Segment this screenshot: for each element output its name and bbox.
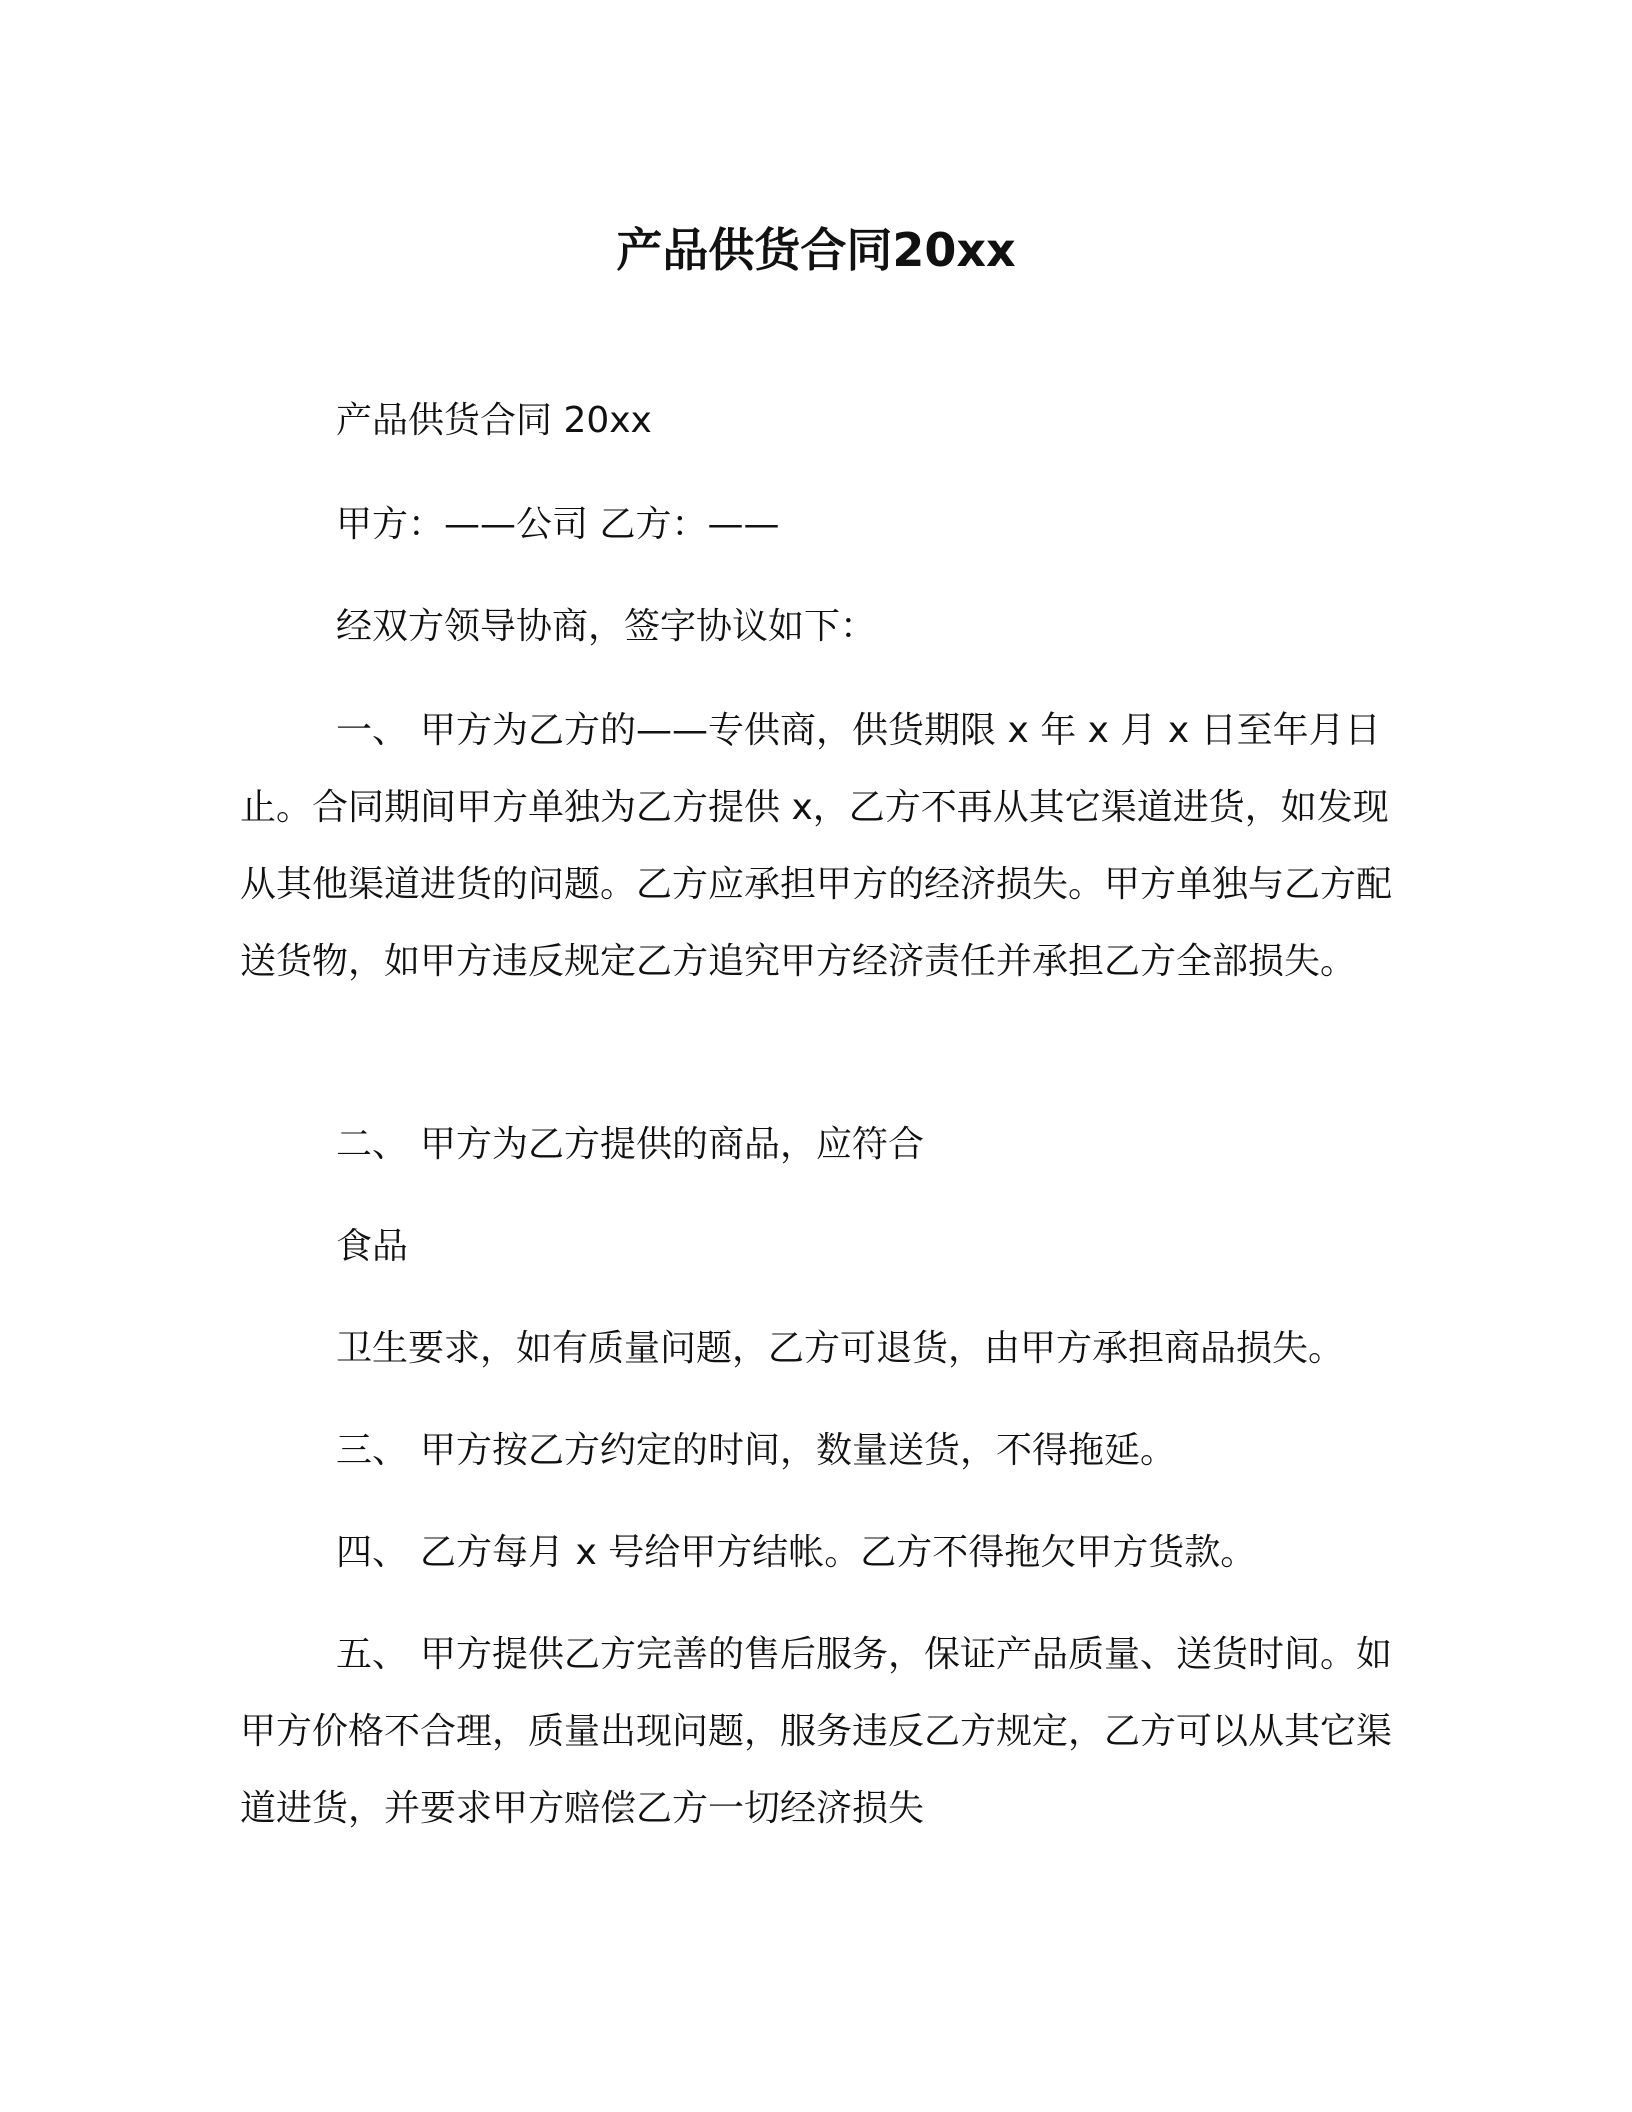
clause-2-food: 食品	[336, 1226, 409, 1267]
clause-number: 三、	[336, 1430, 409, 1471]
clause-number: 一、	[336, 710, 409, 751]
clause-text: 甲方提供乙方完善的售后服务，保证产品质量、送货时间。如甲方价格不合理，质量出现问题，服务违反乙方规定，乙方可以从其它渠道进货，并要求甲方赔偿乙方一切经济损失	[240, 1634, 1393, 1829]
parties-line: 甲方：——公司 乙方：——	[336, 504, 780, 545]
clause-3	[336, 1412, 1400, 1489]
clause-text: 甲方按乙方约定的时间，数量送货，不得拖延。	[420, 1430, 1177, 1471]
clause-number: 五、	[336, 1634, 409, 1675]
clause-5	[240, 1616, 1400, 1847]
document-subtitle: 产品供货合同 20xx	[336, 400, 652, 441]
document-title: 产品供货合同20xx	[616, 223, 1016, 277]
clause-1	[240, 692, 1400, 1000]
clause-number: 二、	[336, 1124, 409, 1165]
clause-4	[336, 1514, 1400, 1591]
clause-number: 四、	[336, 1532, 409, 1573]
clause-2-hygiene: 卫生要求，如有质量问题，乙方可退货，由甲方承担商品损失。	[336, 1328, 1345, 1369]
clause-text: 甲方为乙方的——专供商，供货期限 x 年 x 月 x 日至年月日止。合同期间甲方单独为乙方提供 x，乙方不再从其它渠道进货，如发现从其他渠道进货的问题。乙方应承担甲方的经济损失。甲方单独与乙方配送货物，如甲方违反规定乙方追究甲方经济责任并承担乙方全部损失。	[240, 710, 1393, 982]
intro-line: 经双方领导协商，签字协议如下：	[336, 606, 877, 647]
clause-text: 甲方为乙方提供的商品，应符合	[420, 1124, 925, 1165]
clause-2	[336, 1106, 1400, 1183]
clause-text: 乙方每月 x 号给甲方结帐。乙方不得拖欠甲方货款。	[420, 1532, 1257, 1573]
